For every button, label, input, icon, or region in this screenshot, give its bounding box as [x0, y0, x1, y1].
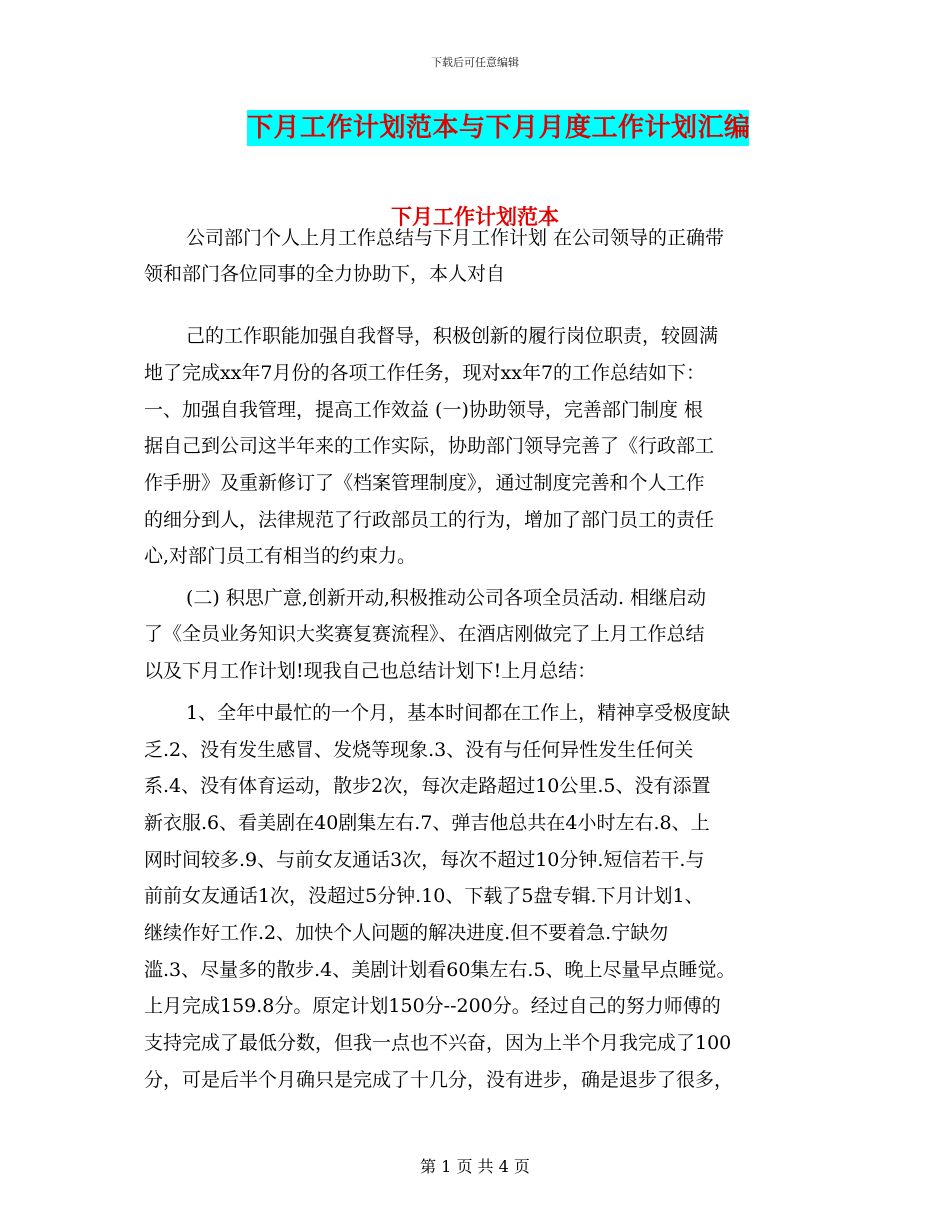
page-footer: 第 1 页 共 4 页	[420, 1157, 530, 1176]
paragraph-line: 系.4、没有体育运动，散步2次，每次走路超过10公里.5、没有添置	[144, 775, 711, 797]
paragraph-line: 公司部门个人上月工作总结与下月工作计划 在公司领导的正确带	[186, 227, 725, 249]
header-note: 下载后可任意编辑	[431, 56, 519, 69]
paragraph-line: 的细分到人，法律规范了行政部员工的行为，增加了部门员工的责任	[144, 509, 715, 531]
paragraph-line: 己的工作职能加强自我督导，积极创新的履行岗位职责，较圆满	[186, 325, 719, 347]
paragraph-line: 1、全年中最忙的一个月，基本时间都在工作上，精神享受极度缺	[186, 702, 731, 724]
paragraph-line: 心,对部门员工有相当的约束力。	[144, 545, 417, 567]
document-title: 下月工作计划范本与下月月度工作计划汇编	[247, 110, 749, 146]
paragraph-line: 分，可是后半个月确只是完成了十几分，没有进步，确是退步了很多，	[144, 1069, 734, 1091]
paragraph-line: 网时间较多.9、与前女友通话3次，每次不超过10分钟.短信若干.与	[144, 849, 705, 871]
paragraph-line: 一、加强自我管理，提高工作效益 (一)协助领导，完善部门制度 根	[144, 399, 703, 421]
paragraph-line: 乏.2、没有发生感冒、发烧等现象.3、没有与任何异性发生任何关	[144, 739, 694, 761]
paragraph-line: 上月完成159.8分。原定计划150分--200分。经过自己的努力师傅的	[144, 995, 721, 1017]
paragraph-line: 前前女友通话1次，没超过5分钟.10、下载了5盘专辑.下月计划1、	[144, 885, 704, 907]
paragraph-line: 领和部门各位同事的全力协助下，本人对自	[144, 263, 506, 285]
paragraph-line: 地了完成xx年7月份的各项工作任务，现对xx年7的工作总结如下：	[144, 362, 706, 384]
paragraph-line: 支持完成了最低分数，但我一点也不兴奋，因为上半个月我完成了100	[144, 1032, 732, 1054]
paragraph-line: 据自己到公司这半年来的工作实际，协助部门领导完善了《行政部工	[144, 435, 715, 457]
paragraph-line: 继续作好工作.2、加快个人问题的解决进度.但不要着急.宁缺勿	[144, 922, 669, 944]
paragraph-line: 新衣服.6、看美剧在40剧集左右.7、弹吉他总共在4小时左右.8、上	[144, 812, 710, 834]
paragraph-line: 滥.3、尽量多的散步.4、美剧计划看60集左右.5、晚上尽量早点睡觉。	[144, 959, 736, 981]
paragraph-line: 以及下月工作计划!现我自己也总结计划下!上月总结：	[144, 660, 597, 682]
paragraph-line: 了《全员业务知识大奖赛复赛流程》、在酒店刚做完了上月工作总结	[144, 623, 705, 645]
paragraph-line: (二) 积思广意,创新开动,积极推动公司各项全员活动. 相继启动	[186, 587, 707, 609]
section-title: 下月工作计划范本	[391, 204, 559, 229]
paragraph-line: 作手册》及重新修订了《档案管理制度》，通过制度完善和个人工作	[144, 472, 705, 494]
